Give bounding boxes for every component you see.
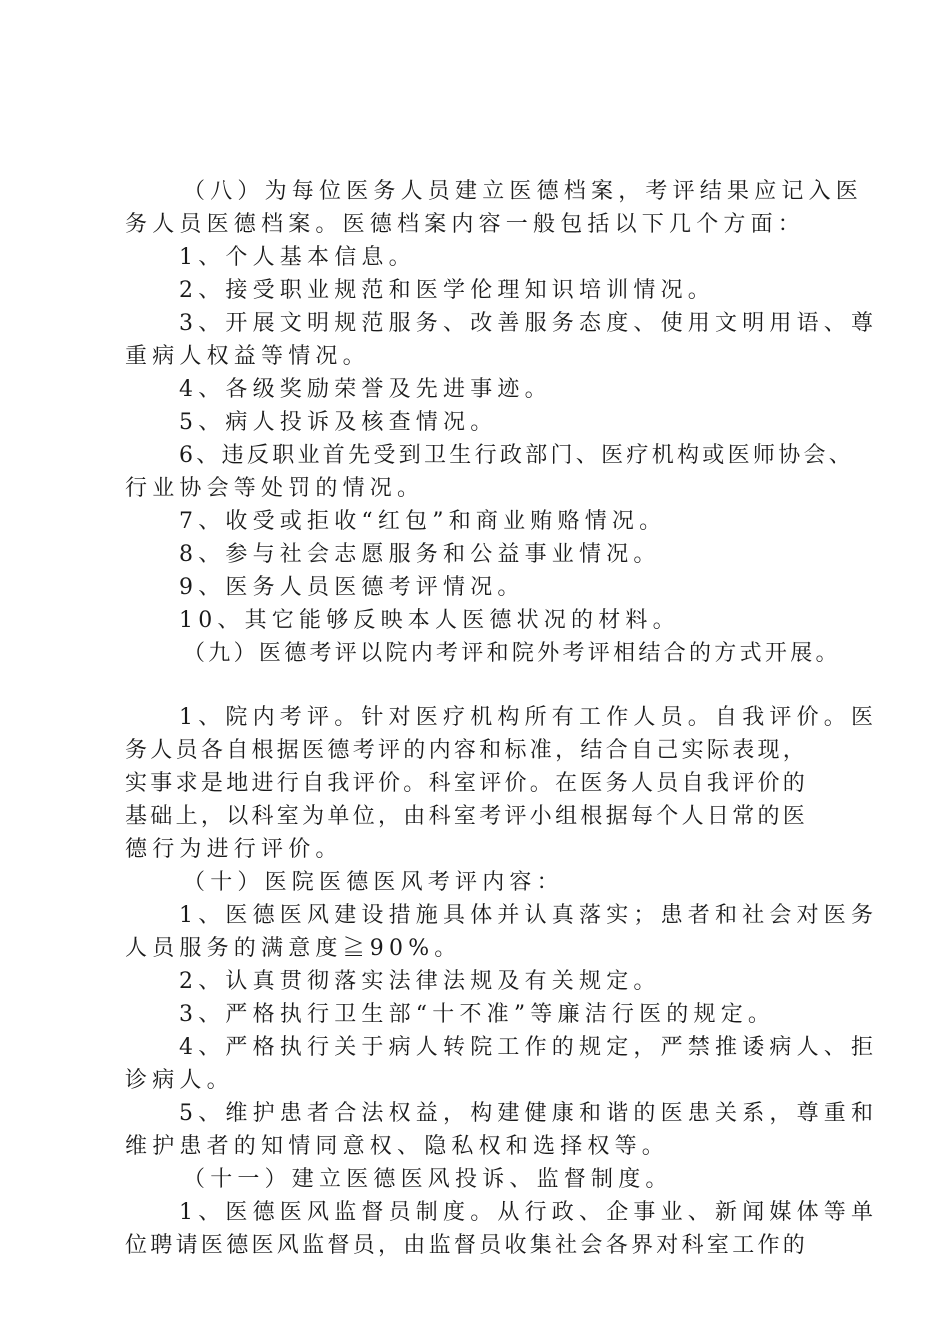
paragraph-line: 1、个人基本信息。 (179, 245, 416, 270)
paragraph-line: 2、认真贯彻落实法律法规及有关规定。 (179, 969, 661, 994)
paragraph-line: 2、接受职业规范和医学伦理知识培训情况。 (179, 278, 715, 303)
paragraph-line: 9、医务人员医德考评情况。 (179, 575, 525, 600)
paragraph-line: 德行为进行评价。 (125, 837, 343, 862)
paragraph-line: 基础上，以科室为单位，由科室考评小组根据每个人日常的医 (125, 804, 809, 829)
paragraph-line: 3、开展文明规范服务、改善服务态度、使用文明用语、尊 (179, 311, 879, 336)
paragraph-line: 务人员各自根据医德考评的内容和标准，结合自己实际表现， (125, 738, 809, 763)
paragraph-line: 实事求是地进行自我评价。科室评价。在医务人员自我评价的 (125, 771, 809, 796)
paragraph-line: 3、严格执行卫生部“十不准”等廉洁行医的规定。 (179, 1002, 776, 1027)
paragraph-line: 维护患者的知情同意权、隐私权和选择权等。 (125, 1134, 670, 1159)
paragraph-line: 诊病人。 (125, 1068, 234, 1093)
paragraph-line: （十）医院医德医风考评内容： (183, 870, 564, 895)
paragraph-line: 重病人权益等情况。 (125, 344, 370, 369)
paragraph-line: 6、违反职业首先受到卫生行政部门、医疗机构或医师协会、 (179, 443, 855, 468)
paragraph-line: 务人员医德档案。医德档案内容一般包括以下几个方面： (125, 212, 806, 237)
paragraph-line: 1、医德医风监督员制度。从行政、企事业、新闻媒体等单 (179, 1200, 879, 1225)
paragraph-line: （八）为每位医务人员建立医德档案，考评结果应记入医 (183, 179, 864, 204)
paragraph-line: 7、收受或拒收“红包”和商业贿赂情况。 (179, 509, 667, 534)
paragraph-line: 5、维护患者合法权益，构建健康和谐的医患关系，尊重和 (179, 1101, 879, 1126)
paragraph-line: 人员服务的满意度≧90%。 (125, 936, 462, 961)
paragraph-line: （九）医德考评以院内考评和院外考评相结合的方式开展。 (183, 641, 841, 666)
paragraph-line: 4、严格执行关于病人转院工作的规定，严禁推诿病人、拒 (179, 1035, 879, 1060)
paragraph-line: 8、参与社会志愿服务和公益事业情况。 (179, 542, 661, 567)
paragraph-line: 4、各级奖励荣誉及先进事迹。 (179, 377, 552, 402)
paragraph-line: 1、院内考评。针对医疗机构所有工作人员。自我评价。医 (179, 705, 879, 730)
paragraph-line: （十一）建立医德医风投诉、监督制度。 (183, 1167, 673, 1192)
paragraph-line: 1、医德医风建设措施具体并认真落实；患者和社会对医务 (179, 903, 879, 928)
paragraph-line: 5、病人投诉及核查情况。 (179, 410, 498, 435)
paragraph-line: 10、其它能够反映本人医德状况的材料。 (179, 608, 680, 633)
paragraph-line: 行业协会等处罚的情况。 (125, 476, 425, 501)
paragraph-line: 位聘请医德医风监督员，由监督员收集社会各界对科室工作的 (125, 1233, 809, 1258)
